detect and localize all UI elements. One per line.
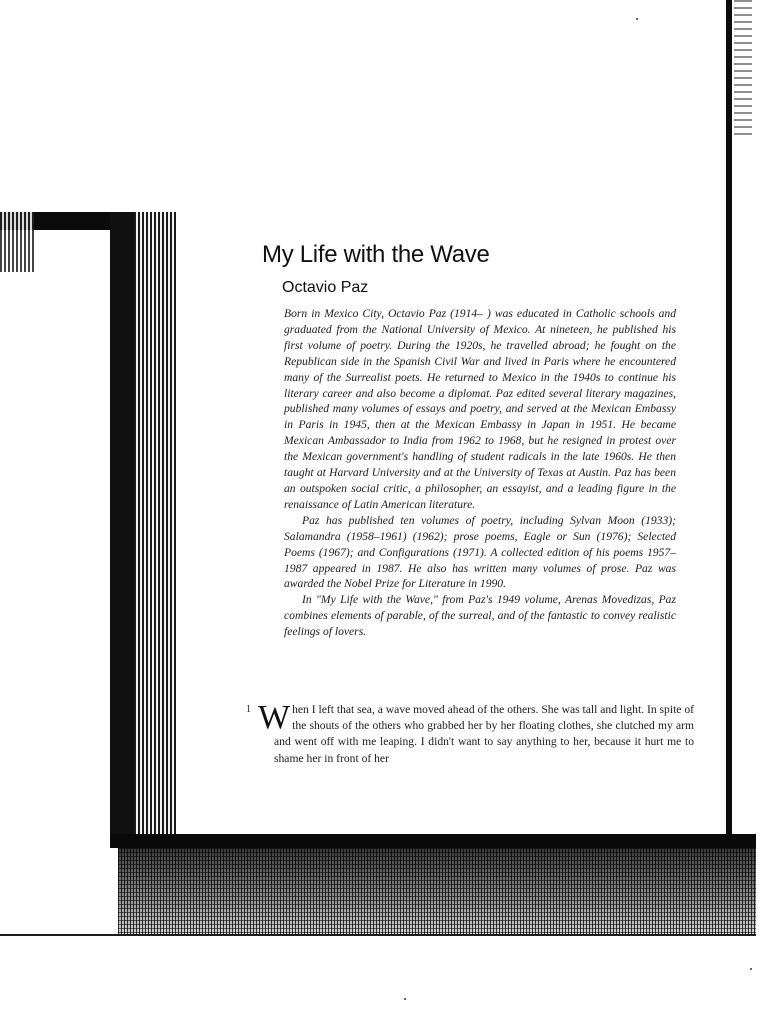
- scan-noise-right: [734, 0, 752, 140]
- book-spine-shadow: [110, 212, 134, 838]
- author-biography: [284, 306, 676, 640]
- bio-paragraph: Paz has published ten volumes of poetry, including Sylvan Moon (1933); Salamandra (1958–1961) (1962); prose poems, Eagle or Sun (1976); Selected Poems (1967); and Configurations (1971). A collected edition of his poems 1957–1987 appeared in 1987. He also has written many volumes of prose. Paz was awarded the Nobel Prize for Literature in 1990.: [284, 513, 676, 591]
- scan-speck: [750, 968, 752, 970]
- story-body: hen I left that sea, a wave moved ahead of the others. She was tall and light. In spite of the shouts of the others who grabbed her by her floating clothes, she clutched my arm and went off with me leaping. I didn't want to say anything to her, because it hurt me to shame her in front of her: [274, 703, 694, 765]
- scan-noise-bottom: [118, 848, 756, 934]
- story-text: [258, 699, 694, 767]
- page-title: My Life with the Wave: [262, 241, 490, 268]
- scan-speck: [636, 18, 638, 20]
- scan-speck: [404, 998, 406, 1000]
- paragraph-number: 1: [246, 704, 251, 715]
- scan-noise-left: [0, 212, 34, 272]
- bio-paragraph: Born in Mexico City, Octavio Paz (1914– ) was educated in Catholic schools and graduated from the National University of Mexico. At nineteen, he published his first volume of poetry. During the 1920s, he travelled abroad; he fought on the Republican side in the Spanish Civil War and lived in Paris where he encountered many of the Surrealist poets. He returned to Mexico in the 1940s to continue his literary career and also become a diplomat. Paz edited several literary magazines, published many volumes of essays and poetry, and served at the Mexican Embassy in Paris in 1945, then at the Mexican Embassy in Japan in 1951. He became Mexican Ambassador to India from 1962 to 1968, but he resigned in protest over the Mexican government's handling of student radicals in the late 1960s. He then taught at Harvard University and at the University of Texas at Austin. Paz has been an outspoken social critic, a philosopher, an essayist, and a leading figure in the renaissance of Latin American literature.: [284, 307, 676, 511]
- scan-border-right: [726, 0, 732, 845]
- drop-cap: W: [258, 699, 291, 736]
- bio-paragraph: In "My Life with the Wave," from Paz's 1949 volume, Arenas Movedizas, Paz combines elements of parable, of the surreal, and of the fantastic to convey realistic feelings of lovers.: [284, 593, 676, 639]
- author-name: Octavio Paz: [282, 279, 369, 296]
- scan-edge-line: [0, 934, 756, 936]
- scan-shadow-bottom: [110, 834, 756, 848]
